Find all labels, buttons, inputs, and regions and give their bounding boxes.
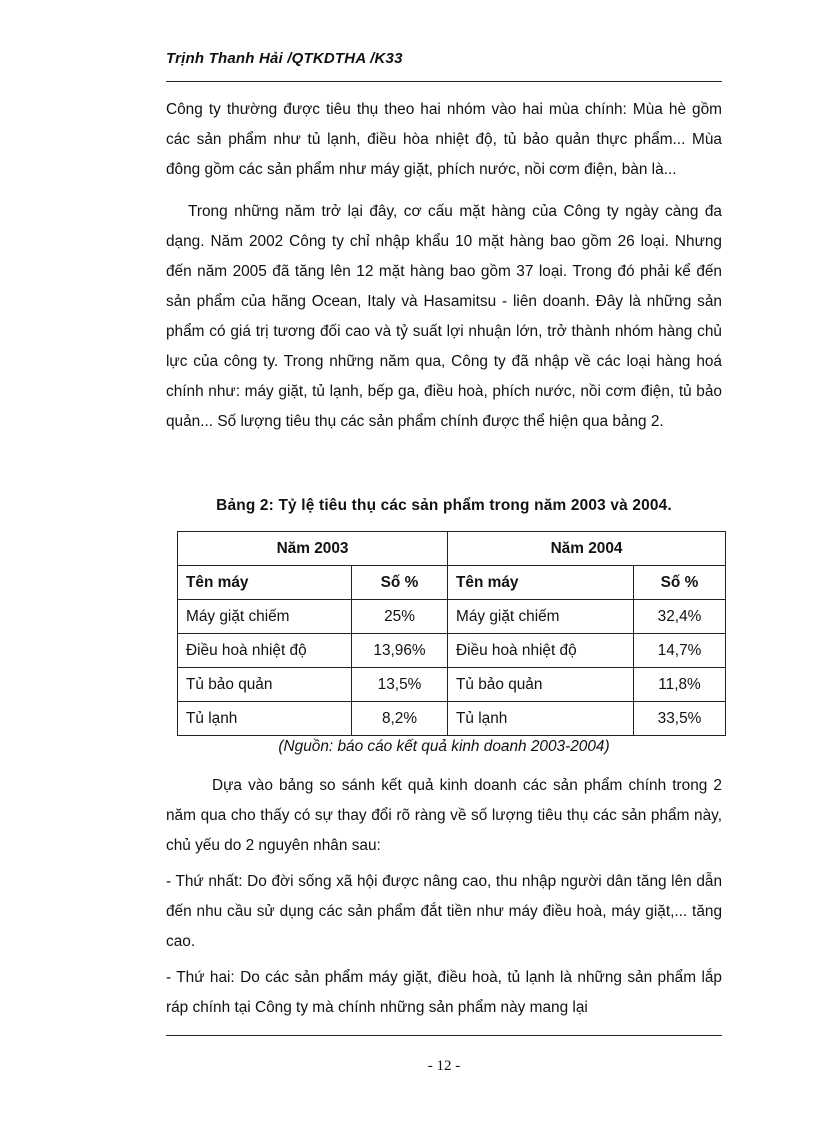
- table-column-header-row: [178, 566, 726, 600]
- cell-pct-2004: 11,8%: [634, 668, 726, 702]
- table-row: [178, 600, 726, 634]
- table-year-row: [178, 532, 726, 566]
- header-rule: [166, 81, 722, 82]
- cell-pct-2004: 32,4%: [634, 600, 726, 634]
- table-row: [178, 702, 726, 736]
- paragraph: - Thứ hai: Do các sản phẩm máy giặt, điều hoà, tủ lạnh là những sản phẩm lắp ráp chính tại Công ty mà chính những sản phẩm này mang lại: [166, 969, 722, 1016]
- body-text-bottom: [166, 771, 722, 1023]
- cell-name-2004: Tủ lạnh: [448, 702, 634, 736]
- running-header: Trịnh Thanh Hải /QTKDTHA /K33: [166, 50, 403, 67]
- column-header-name: Tên máy: [448, 566, 634, 600]
- page-number: - 12 -: [427, 1058, 461, 1074]
- cell-pct-2003: 8,2%: [352, 702, 448, 736]
- paragraph: Dựa vào bảng so sánh kết quả kinh doanh các sản phẩm chính trong 2 năm qua cho thấy có sự thay đổi rõ ràng về số lượng tiêu thụ các sản phẩm này, chủ yếu do 2 nguyên nhân sau:: [166, 777, 722, 854]
- paragraph: Trong những năm trở lại đây, cơ cấu mặt hàng của Công ty ngày càng đa dạng. Năm 2002 Công ty chỉ nhập khẩu 10 mặt hàng bao gồm 26 loại. Nhưng đến năm 2005 đã tăng lên 12 mặt hàng bao gồm 37 loại. Trong đó phải kể đến sản phẩm của hãng Ocean, Italy và Hasamitsu - liên doanh. Đây là những sản phẩm có giá trị tương đối cao và tỷ suất lợi nhuận lớn, trở thành nhóm hàng chủ lực của công ty. Trong những năm qua, Công ty đã nhập về các loại hàng hoá chính như: máy giặt, tủ lạnh, bếp ga, điều hoà, phích nước, nồi cơm điện, tủ bảo quản... Số lượng tiêu thụ các sản phẩm chính được thể hiện qua bảng 2.: [166, 203, 722, 430]
- cell-pct-2003: 25%: [352, 600, 448, 634]
- column-header-percent: Số %: [634, 566, 726, 600]
- cell-name-2003: Tủ bảo quản: [178, 668, 352, 702]
- cell-pct-2004: 14,7%: [634, 634, 726, 668]
- cell-name-2004: Máy giặt chiếm: [448, 600, 634, 634]
- year-header-2003: Năm 2003: [178, 532, 448, 566]
- cell-pct-2003: 13,5%: [352, 668, 448, 702]
- cell-name-2003: Máy giặt chiếm: [178, 600, 352, 634]
- cell-pct-2004: 33,5%: [634, 702, 726, 736]
- body-text-top: [166, 95, 722, 437]
- year-header-2004: Năm 2004: [448, 532, 726, 566]
- cell-name-2003: Điều hoà nhiệt độ: [178, 634, 352, 668]
- sales-ratio-table: [177, 531, 726, 736]
- cell-name-2004: Tủ bảo quản: [448, 668, 634, 702]
- paragraph: - Thứ nhất: Do đời sống xã hội được nâng cao, thu nhập người dân tăng lên dẫn đến nhu cầu sử dụng các sản phẩm đắt tiền như máy điều hoà, máy giặt,... tăng cao.: [166, 873, 722, 950]
- cell-name-2004: Điều hoà nhiệt độ: [448, 634, 634, 668]
- table-row: [178, 634, 726, 668]
- table-caption: Bảng 2: Tỷ lệ tiêu thụ các sản phẩm trong năm 2003 và 2004.: [216, 497, 672, 514]
- column-header-name: Tên máy: [178, 566, 352, 600]
- table-source-note: (Nguồn: báo cáo kết quả kinh doanh 2003-2004): [278, 738, 610, 755]
- paragraph: Công ty thường được tiêu thụ theo hai nhóm vào hai mùa chính: Mùa hè gồm các sản phẩm như tủ lạnh, điều hòa nhiệt độ, tủ bảo quản thực phẩm... Mùa đông gồm các sản phẩm như máy giặt, phích nước, nồi cơm điện, bàn là...: [166, 101, 722, 178]
- column-header-percent: Số %: [352, 566, 448, 600]
- cell-name-2003: Tủ lạnh: [178, 702, 352, 736]
- footer-rule: [166, 1035, 722, 1036]
- cell-pct-2003: 13,96%: [352, 634, 448, 668]
- table-row: [178, 668, 726, 702]
